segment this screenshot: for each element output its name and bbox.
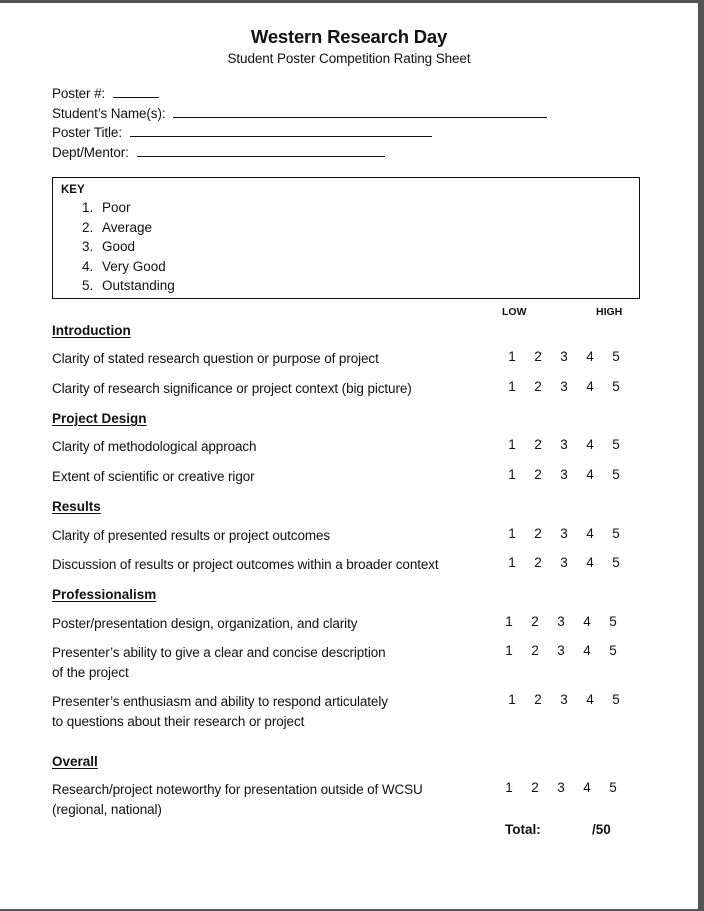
- rating-option-2[interactable]: 2: [534, 467, 542, 482]
- criterion-label: Poster/presentation design, organization, and clarity: [52, 616, 358, 631]
- scale-low-label: LOW: [502, 306, 527, 318]
- rating-option-2[interactable]: 2: [534, 526, 542, 541]
- rating-option-2[interactable]: 2: [534, 349, 542, 364]
- dept-mentor-label: Dept/Mentor:: [52, 145, 129, 160]
- criterion-label: Presenter’s ability to give a clear and concise description of the project: [52, 645, 386, 680]
- section-project-design: Project Design: [52, 411, 147, 426]
- rating-option-5[interactable]: 5: [609, 780, 617, 795]
- rating-option-5[interactable]: 5: [612, 379, 620, 394]
- section-introduction: Introduction: [52, 323, 131, 338]
- criterion-label: Clarity of research significance or project context (big picture): [52, 381, 412, 396]
- criterion-label: Clarity of stated research question or purpose of project: [52, 351, 379, 366]
- key-heading: KEY: [61, 184, 85, 196]
- student-names-label: Student’s Name(s):: [52, 106, 166, 121]
- poster-title-field[interactable]: [52, 124, 432, 140]
- rating-option-1[interactable]: 1: [508, 467, 516, 482]
- rating-option-1[interactable]: 1: [508, 349, 516, 364]
- rating-option-5[interactable]: 5: [612, 349, 620, 364]
- rating-option-4[interactable]: 4: [586, 349, 594, 364]
- rating-option-4[interactable]: 4: [586, 467, 594, 482]
- poster-title-blank[interactable]: [130, 124, 432, 137]
- rating-option-3[interactable]: 3: [557, 780, 565, 795]
- poster-number-label: Poster #:: [52, 86, 106, 101]
- dept-mentor-field[interactable]: [52, 144, 385, 160]
- total-score-blank[interactable]: [548, 820, 588, 838]
- criterion-label: Research/project noteworthy for presentation outside of WCSU (regional, national): [52, 782, 423, 817]
- rating-option-3[interactable]: 3: [557, 643, 565, 658]
- rating-option-2[interactable]: 2: [531, 780, 539, 795]
- page-subtitle: Student Poster Competition Rating Sheet: [227, 51, 471, 66]
- rating-option-2[interactable]: 2: [531, 614, 539, 629]
- criterion-label: Clarity of methodological approach: [52, 439, 257, 454]
- key-item: 2. Average: [82, 220, 153, 235]
- key-item: 3. Good: [82, 239, 136, 254]
- rating-option-5[interactable]: 5: [612, 526, 620, 541]
- rating-option-5[interactable]: 5: [609, 643, 617, 658]
- key-box: [52, 177, 640, 299]
- total-label: Total:: [505, 822, 541, 837]
- dept-mentor-blank[interactable]: [137, 144, 385, 157]
- poster-number-blank[interactable]: [113, 85, 159, 98]
- student-names-field[interactable]: [52, 105, 547, 121]
- rating-sheet-page: [0, 3, 698, 909]
- rating-option-1[interactable]: 1: [508, 526, 516, 541]
- rating-option-4[interactable]: 4: [586, 379, 594, 394]
- scale-high-label: HIGH: [596, 306, 623, 318]
- rating-option-1[interactable]: 1: [508, 379, 516, 394]
- rating-option-5[interactable]: 5: [612, 437, 620, 452]
- total-max: /50: [592, 822, 611, 837]
- rating-option-3[interactable]: 3: [560, 437, 568, 452]
- rating-option-4[interactable]: 4: [583, 643, 591, 658]
- rating-option-2[interactable]: 2: [531, 643, 539, 658]
- rating-option-4[interactable]: 4: [583, 614, 591, 629]
- rating-option-1[interactable]: 1: [508, 437, 516, 452]
- rating-option-4[interactable]: 4: [586, 555, 594, 570]
- key-item: 4. Very Good: [82, 259, 166, 274]
- rating-option-1[interactable]: 1: [505, 614, 513, 629]
- section-results: Results: [52, 499, 101, 514]
- rating-option-5[interactable]: 5: [612, 692, 620, 707]
- key-item: 5. Outstanding: [82, 278, 175, 293]
- rating-option-3[interactable]: 3: [560, 555, 568, 570]
- rating-option-1[interactable]: 1: [508, 692, 516, 707]
- rating-option-3[interactable]: 3: [560, 526, 568, 541]
- rating-option-2[interactable]: 2: [534, 379, 542, 394]
- rating-option-1[interactable]: 1: [505, 643, 513, 658]
- rating-option-1[interactable]: 1: [505, 780, 513, 795]
- rating-option-4[interactable]: 4: [586, 437, 594, 452]
- rating-option-1[interactable]: 1: [508, 555, 516, 570]
- criterion-label: Extent of scientific or creative rigor: [52, 469, 255, 484]
- key-item: 1. Poor: [82, 200, 131, 215]
- rating-option-4[interactable]: 4: [583, 780, 591, 795]
- poster-title-label: Poster Title:: [52, 125, 122, 140]
- student-names-blank[interactable]: [173, 105, 547, 118]
- section-overall: Overall: [52, 754, 98, 769]
- rating-option-3[interactable]: 3: [560, 379, 568, 394]
- rating-option-5[interactable]: 5: [609, 614, 617, 629]
- rating-option-2[interactable]: 2: [534, 555, 542, 570]
- page-title: Western Research Day: [250, 26, 448, 47]
- rating-option-5[interactable]: 5: [612, 467, 620, 482]
- criterion-label: Clarity of presented results or project outcomes: [52, 528, 331, 543]
- poster-number-field[interactable]: [52, 85, 159, 101]
- section-professionalism: Professionalism: [52, 587, 157, 602]
- criterion-label: Discussion of results or project outcomes within a broader context: [52, 557, 439, 572]
- rating-option-2[interactable]: 2: [534, 437, 542, 452]
- rating-option-3[interactable]: 3: [560, 692, 568, 707]
- rating-option-4[interactable]: 4: [586, 692, 594, 707]
- rating-option-4[interactable]: 4: [586, 526, 594, 541]
- rating-option-3[interactable]: 3: [560, 349, 568, 364]
- criterion-label: Presenter’s enthusiasm and ability to respond articulately to questions about their research or project: [52, 694, 388, 729]
- rating-option-5[interactable]: 5: [612, 555, 620, 570]
- rating-option-3[interactable]: 3: [560, 467, 568, 482]
- rating-option-3[interactable]: 3: [557, 614, 565, 629]
- rating-option-2[interactable]: 2: [534, 692, 542, 707]
